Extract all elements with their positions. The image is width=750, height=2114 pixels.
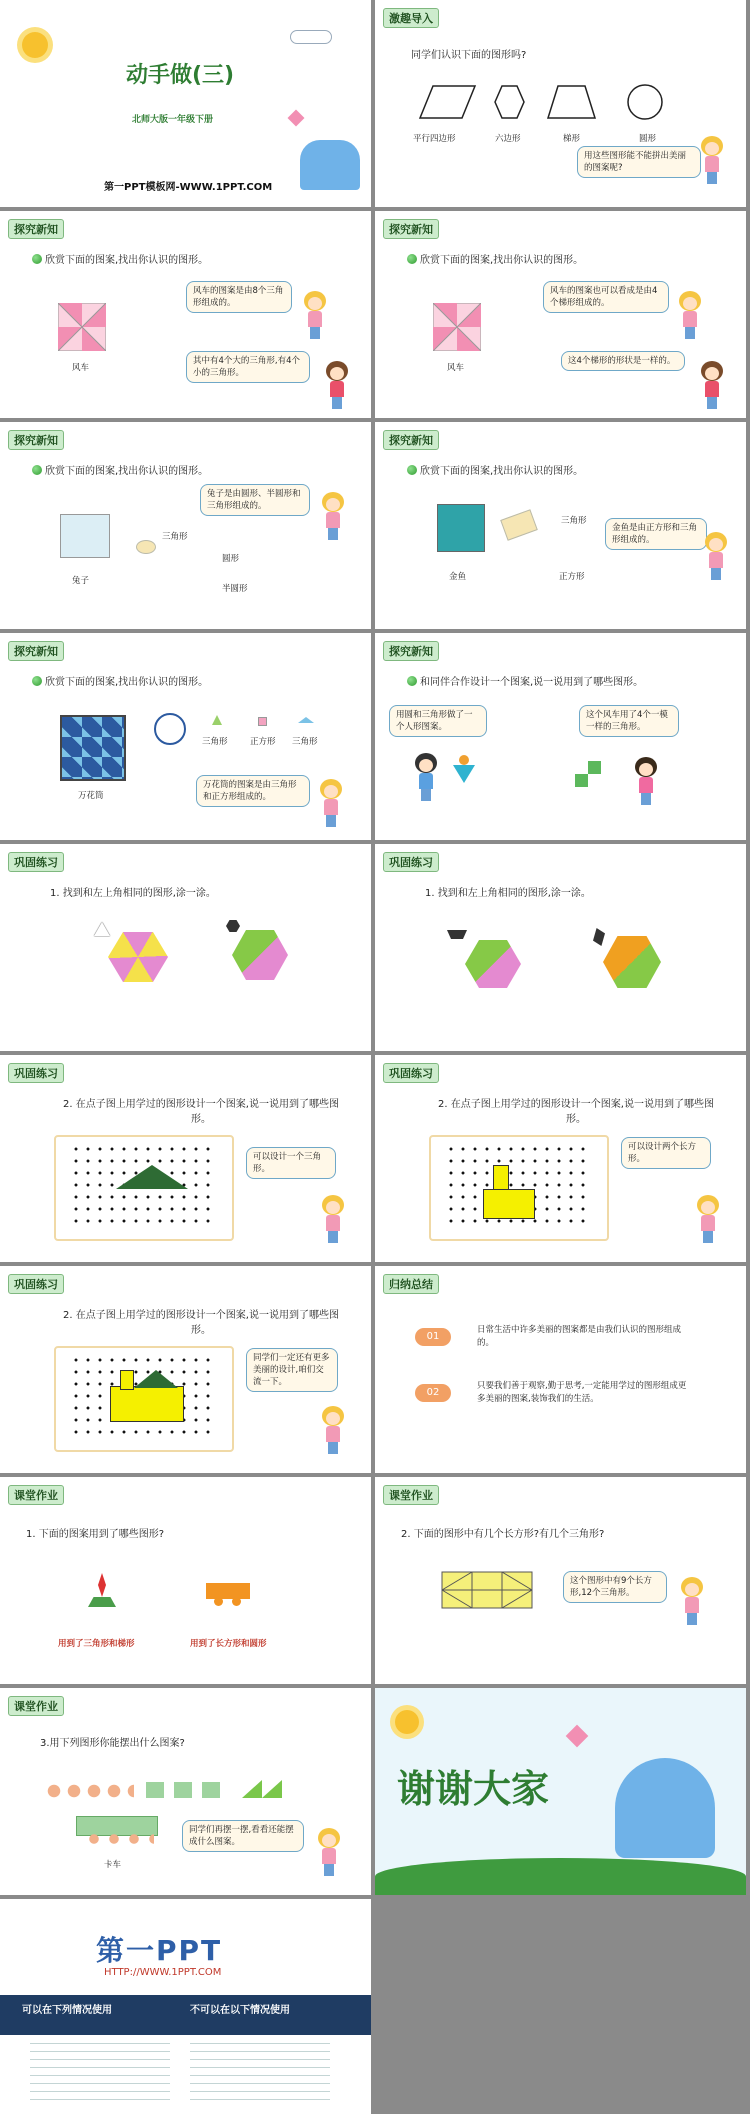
sun-icon <box>395 1710 419 1734</box>
question: 2. 在点子图上用学过的图形设计一个图案,说一说用到了哪些图形。 <box>438 1099 714 1125</box>
rhombus-puzzle <box>603 936 661 988</box>
label-triangle: 三角形 <box>162 532 188 542</box>
caption: 风车 <box>72 363 90 373</box>
girl-illustration <box>631 757 661 807</box>
speech-bubble: 这个图形中有9个长方形,12个三角形。 <box>563 1571 667 1603</box>
question: 2. 在点子图上用学过的图形设计一个图案,说一说用到了哪些图形。 <box>63 1310 339 1336</box>
section-tag: 探究新知 <box>8 641 64 661</box>
slide-practice-2b <box>375 1055 746 1262</box>
kaleidoscope-pattern <box>60 715 126 781</box>
square-pieces <box>146 1782 226 1798</box>
trapezoid-sample <box>447 930 467 939</box>
bullet-icon <box>407 676 417 686</box>
speech-bubble-2: 其中有4个大的三角形,有4个小的三角形。 <box>186 351 310 383</box>
label-square: 正方形 <box>250 737 276 747</box>
slide-intro <box>375 0 746 207</box>
links-list-right <box>190 2043 330 2103</box>
section-tag: 探究新知 <box>383 430 439 450</box>
cannot-use-heading: 不可以在以下情况使用 <box>190 2005 290 2016</box>
slide-kaleidoscope <box>0 633 371 840</box>
boy-illustration <box>411 753 441 803</box>
speech-bubble: 万花筒的图案是由三角形和正方形组成的。 <box>196 775 310 807</box>
question <box>407 462 583 477</box>
goldfish-icon <box>500 509 538 541</box>
slide-windmill-1 <box>0 211 371 418</box>
can-use-heading: 可以在下列情况使用 <box>22 2005 112 2016</box>
answer-1: 用到了三角形和梯形 <box>58 1639 135 1649</box>
bullet-icon <box>32 254 42 264</box>
triangle-piece <box>212 715 222 725</box>
label-square: 正方形 <box>559 572 585 582</box>
girl-illustration <box>675 291 705 341</box>
truck-pattern <box>76 1816 158 1836</box>
section-tag: 巩固练习 <box>8 852 64 872</box>
speech-bubble-2: 这4个梯形的形状是一样的。 <box>561 351 685 371</box>
children-illustration <box>300 140 360 190</box>
speech-bubble: 可以设计两个长方形。 <box>621 1137 711 1169</box>
section-tag: 探究新知 <box>383 219 439 239</box>
square-piece <box>258 717 267 726</box>
rectangle-figure <box>441 1571 533 1611</box>
speech-bubble: 同学们再摆一摆,看看还能摆成什么图案。 <box>182 1820 304 1852</box>
caption: 兔子 <box>72 576 90 586</box>
girl-illustration-2 <box>697 361 727 411</box>
speech-bubble-1: 风车的图案是由8个三角形组成的。 <box>186 281 292 313</box>
hexagon-shape <box>495 86 524 118</box>
girl-illustration <box>318 1195 348 1245</box>
question: 1. 下面的图案用到了哪些图形? <box>26 1529 165 1540</box>
brand-logo: 第一PPT <box>96 1934 223 1967</box>
label-triangle-2: 三角形 <box>292 737 318 747</box>
question: 1. 找到和左上角相同的图形,涂一涂。 <box>425 888 591 899</box>
rectangle-drawing-2 <box>483 1189 535 1219</box>
section-tag: 巩固练习 <box>8 1274 64 1294</box>
point-1-badge: 01 <box>415 1328 451 1346</box>
grass <box>375 1858 746 1895</box>
speech-bubble: 同学们一定还有更多美丽的设计,咱们交流一下。 <box>246 1348 338 1392</box>
slide-homework-2 <box>375 1477 746 1684</box>
question-text: 和同伴合作设计一个图案,说一说用到了哪些图形。 <box>420 677 644 688</box>
section-tag: 课堂作业 <box>8 1696 64 1716</box>
caption: 万花筒 <box>78 791 104 801</box>
page-title: 动手做(三) <box>126 63 235 88</box>
label-hexagon: 六边形 <box>495 134 521 144</box>
slide-thanks <box>375 1688 746 1895</box>
bullet-icon <box>32 465 42 475</box>
slide-practice-1b <box>375 844 746 1051</box>
question-text: 欣赏下面的图案,找出你认识的图形。 <box>45 677 209 688</box>
section-tag: 巩固练习 <box>8 1063 64 1083</box>
triangle-drawing <box>116 1165 188 1189</box>
kite-icon <box>566 1725 589 1748</box>
triangle-puzzle <box>465 940 521 988</box>
shapes-row <box>375 76 746 136</box>
point-2-text: 只要我们善于观察,勤于思考,一定能用学过的图形组成更多美丽的图案,装饰我们的生活。 <box>477 1381 687 1404</box>
slide-goldfish <box>375 422 746 629</box>
speech-bubble: 可以设计一个三角形。 <box>246 1147 336 1179</box>
caption: 金鱼 <box>449 572 467 582</box>
label-triangle: 三角形 <box>202 737 228 747</box>
slide-windmill-2 <box>375 211 746 418</box>
section-tag: 归纳总结 <box>383 1274 439 1294</box>
question: 2. 在点子图上用学过的图形设计一个图案,说一说用到了哪些图形。 <box>63 1099 339 1125</box>
speech-bubble: 用这些图形能不能拼出美丽的图案呢? <box>577 146 701 178</box>
slide-credits <box>0 1899 371 2114</box>
sun-icon <box>22 32 48 58</box>
rhombus-sample <box>593 928 605 946</box>
girl-illustration <box>300 291 330 341</box>
windmill-pinwheel <box>575 761 601 787</box>
question-text: 欣赏下面的图案,找出你认识的图形。 <box>420 255 584 266</box>
bullet-icon <box>407 465 417 475</box>
girl-illustration <box>677 1577 707 1627</box>
question-text: 欣赏下面的图案,找出你认识的图形。 <box>420 466 584 477</box>
section-tag: 激趣导入 <box>383 8 439 28</box>
circle-pieces <box>44 1784 134 1798</box>
house-drawing-body <box>110 1386 184 1422</box>
label-circle: 圆形 <box>639 134 657 144</box>
section-tag: 巩固练习 <box>383 852 439 872</box>
person-pattern <box>453 755 475 787</box>
girl-illustration <box>314 1828 344 1878</box>
girl-illustration <box>697 136 727 186</box>
rabbit-pattern <box>60 514 110 558</box>
parallelogram-shape <box>420 86 475 118</box>
bullet-icon <box>32 676 42 686</box>
triangle-piece-2 <box>298 717 314 723</box>
section-tag: 巩固练习 <box>383 1063 439 1083</box>
question <box>32 251 208 266</box>
caption: 风车 <box>447 363 465 373</box>
speech-bubble-1: 用圆和三角形做了一个人形图案。 <box>389 705 487 737</box>
cart-wheel-1 <box>214 1597 223 1606</box>
triangle-puzzle <box>108 932 168 982</box>
question <box>32 673 208 688</box>
links-list-left <box>30 2043 170 2103</box>
girl-illustration <box>693 1195 723 1245</box>
section-tag: 课堂作业 <box>8 1485 64 1505</box>
slide-homework-3 <box>0 1688 371 1895</box>
point-1-text: 日常生活中许多美丽的图案都是由我们认识的图形组成的。 <box>477 1325 682 1348</box>
hexagon-sample <box>226 920 240 932</box>
girl-illustration <box>701 532 731 582</box>
slide-rabbit <box>0 422 371 629</box>
question: 同学们认识下面的图形吗? <box>411 50 527 61</box>
cart-pattern <box>206 1583 250 1599</box>
speech-bubble: 兔子是由圆形、半圆形和三角形组成的。 <box>200 484 310 516</box>
question <box>407 673 643 688</box>
trapezoid-shape <box>548 86 595 118</box>
slide-title <box>0 0 371 207</box>
kite-icon <box>288 110 305 127</box>
label-trapezoid: 梯形 <box>563 134 581 144</box>
children-illustration <box>615 1758 715 1858</box>
kaleidoscope-piece <box>154 713 186 745</box>
brand-url: HTTP://WWW.1PPT.COM <box>104 1967 222 1978</box>
house-drawing-chimney <box>120 1370 134 1390</box>
label-triangle: 三角形 <box>561 516 587 526</box>
site-text: 第一PPT模板网-WWW.1PPT.COM <box>104 182 273 193</box>
question: 3.用下列图形你能摆出什么图案? <box>40 1738 185 1749</box>
slide-homework-1 <box>0 1477 371 1684</box>
bullet-icon <box>407 254 417 264</box>
cloud-icon <box>290 30 332 44</box>
slide-design <box>375 633 746 840</box>
triangle-pieces <box>242 1780 282 1798</box>
section-tag: 课堂作业 <box>383 1485 439 1505</box>
girl-illustration <box>316 779 346 829</box>
question <box>407 251 583 266</box>
triangle-sample <box>94 922 110 936</box>
cart-wheel-2 <box>232 1597 241 1606</box>
section-tag: 探究新知 <box>383 641 439 661</box>
girl-illustration-2 <box>322 361 352 411</box>
question-text: 欣赏下面的图案,找出你认识的图形。 <box>45 255 209 266</box>
truck-wheels <box>84 1834 154 1844</box>
section-tag: 探究新知 <box>8 430 64 450</box>
hexagon-puzzle <box>232 930 288 980</box>
thanks-title: 谢谢大家 <box>397 1767 550 1811</box>
speech-bubble-1: 风车的图案也可以看成是由4个梯形组成的。 <box>543 281 669 313</box>
label-circle: 圆形 <box>222 554 240 564</box>
windmill-pattern <box>58 303 106 351</box>
lamp-base <box>88 1597 116 1607</box>
house-drawing-roof <box>134 1370 178 1388</box>
question-text: 欣赏下面的图案,找出你认识的图形。 <box>45 466 209 477</box>
girl-illustration <box>318 1406 348 1456</box>
circle-shape <box>628 85 662 119</box>
speech-bubble: 金鱼是由正方形和三角形组成的。 <box>605 518 707 550</box>
label-semicircle: 半圆形 <box>222 584 248 594</box>
slide-summary <box>375 1266 746 1473</box>
question: 2. 下面的图形中有几个长方形?有几个三角形? <box>401 1529 605 1540</box>
page-subtitle: 北师大版一年级下册 <box>132 115 214 125</box>
rabbit-icon <box>136 540 156 554</box>
speech-bubble-2: 这个风车用了4个一模一样的三角形。 <box>579 705 679 737</box>
question: 1. 找到和左上角相同的图形,涂一涂。 <box>50 888 216 899</box>
lamp-pattern <box>98 1573 106 1597</box>
slide-practice-1a <box>0 844 371 1051</box>
goldfish-pattern <box>437 504 485 552</box>
girl-illustration <box>318 492 348 542</box>
section-tag: 探究新知 <box>8 219 64 239</box>
windmill-pattern <box>433 303 481 351</box>
answer-2: 用到了长方形和圆形 <box>190 1639 267 1649</box>
label-parallelogram: 平行四边形 <box>413 134 456 144</box>
question <box>32 462 208 477</box>
slide-practice-2c <box>0 1266 371 1473</box>
caption: 卡车 <box>104 1860 122 1870</box>
point-2-badge: 02 <box>415 1384 451 1402</box>
slide-practice-2a <box>0 1055 371 1262</box>
